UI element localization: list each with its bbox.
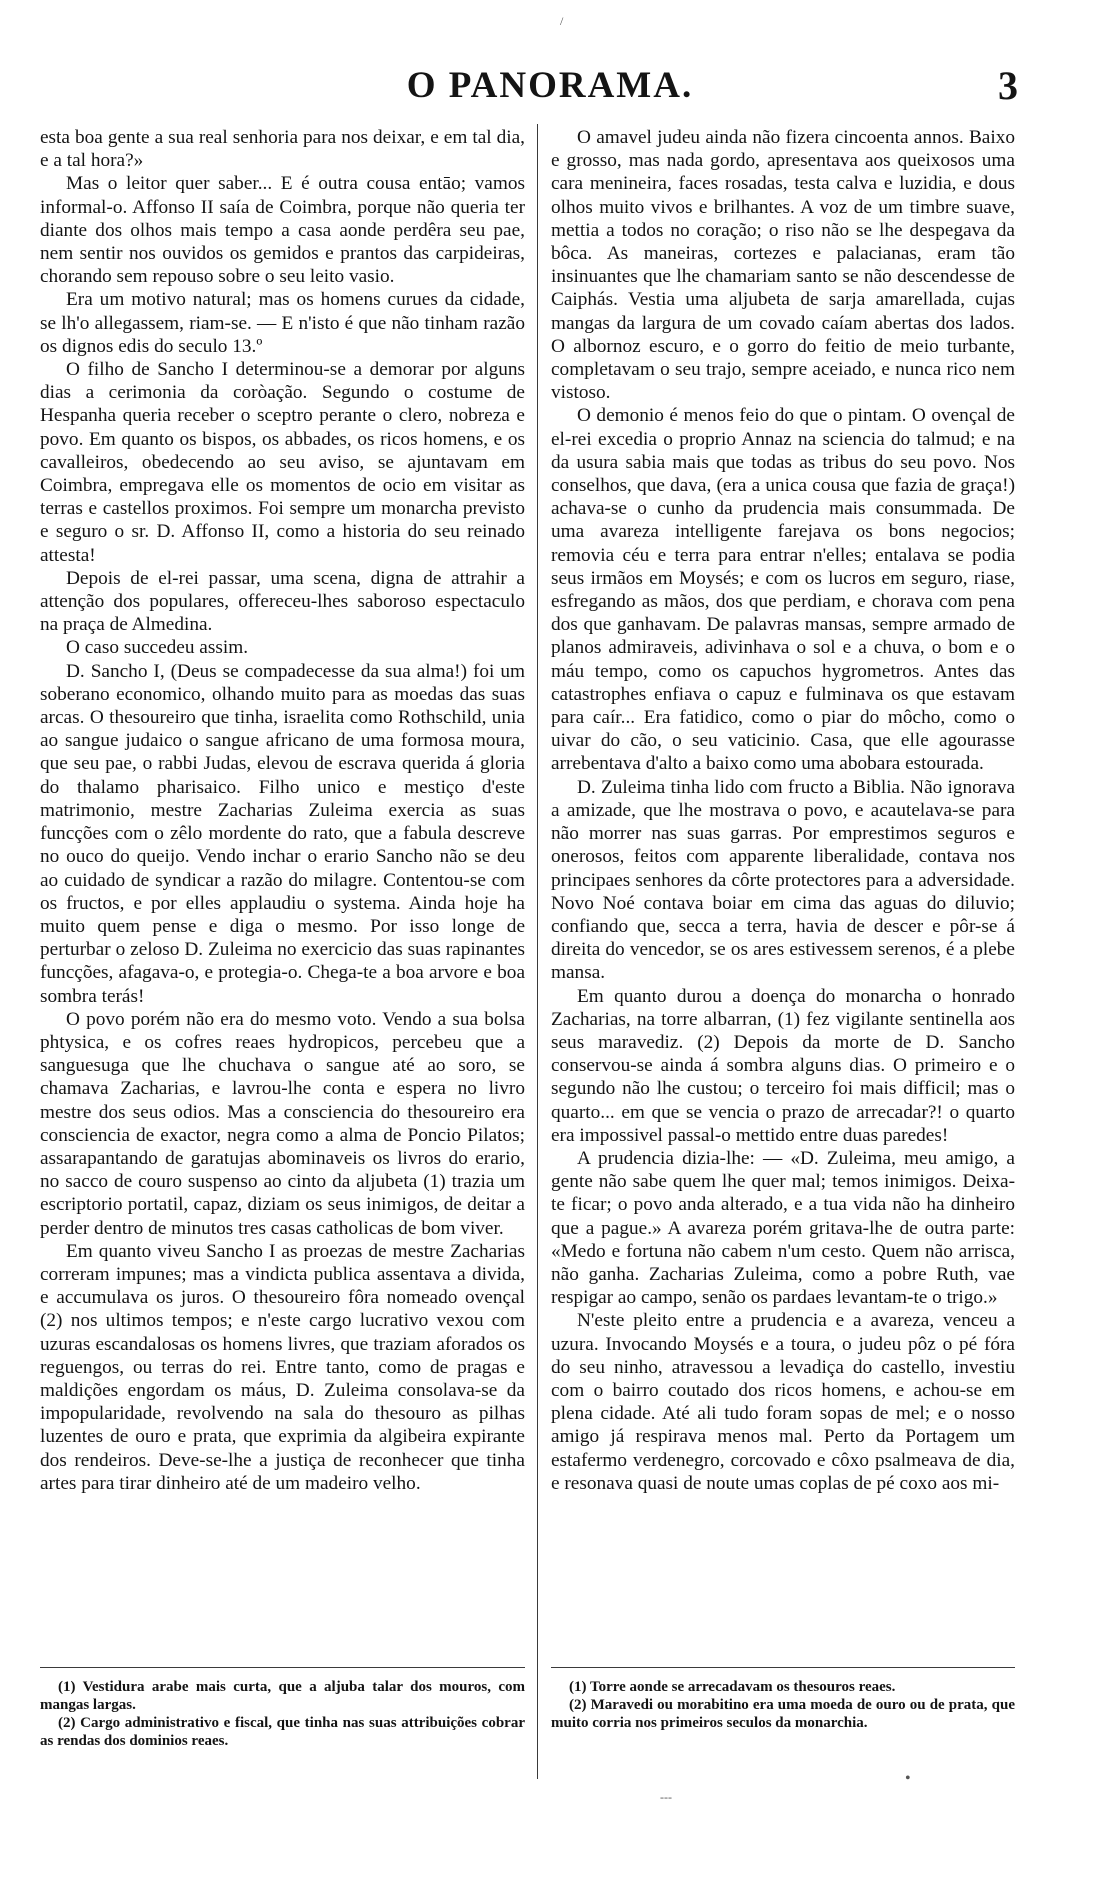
paragraph: A prudencia dizia-lhe: — «D. Zuleima, meu amigo, a gente não sabe quem lhe quer mal; temos inimigos. Deixa-te ficar; o povo anda alterado, e a tua vida não ha dinheiro que a pague.» A avareza porém gritava-lhe de outra parte: «Medo e fortuna não cabem n'um cesto. Quem não arrisca, não ganha. Zacharias Zuleima, como a pobre Ruth, vae respigar ao campo, senão os pardaes levantam-te o trigo.»	[551, 1147, 1015, 1309]
footnote-rule-right	[551, 1667, 1015, 1668]
footnote: (2) Cargo administrativo e fiscal, que tinha nas suas attribuições cobrar as rendas dos dominios reaes.	[40, 1715, 525, 1749]
page-number: 3	[998, 63, 1018, 108]
print-speck: •	[905, 1770, 911, 1787]
footnote: (1) Torre aonde se arrecadavam os thesouros reaes.	[569, 1679, 896, 1695]
paragraph: O caso succedeu assim.	[66, 637, 249, 659]
paragraph: D. Zuleima tinha lido com fructo a Biblia. Não ignorava a amizade, que lhe mostrava o povo, e acautelava-se para não morrer nas suas garras. Por emprestimos seguros e onerosos, feitos com apparente liberalidade, contava nos principaes senhores da côrte protectores para a adversidade. Novo Noé contava boiar em cima das aguas do diluvio; confiando que, secca a terra, havia de descer e pôr-se á direita do vencedor, se os ares estivessem serenos, é a plebe mansa.	[551, 776, 1015, 984]
paragraph: D. Sancho I, (Deus se compadecesse da sua alma!) foi um soberano economico, olhando muito para as moedas das suas arcas. O thesoureiro que tinha, israelita como Rothschild, unia ao sangue judaico o sangue africano de uma formosa moura, que seu pae, o rabbi Judas, elevou de escrava querida á gloria do thalamo pharisaico. Filho unico e mestiço d'este matrimonio, mestre Zacharias Zuleima exercia as suas funcções com o zêlo mordente do rato, que a fabula descreve no ouco do queijo. Vendo inchar o erario Sancho não se deu ao cuidado de syndicar a razão do milagre. Contentou-se com os fructos, e por elles applaudiu o systema. Ainda hoje ha muito quem pense e diga o mesmo. Por isso longe de perturbar o zeloso D. Zuleima no exercicio das suas rapinantes funcções, afagava-o, e protegia-o. Chega-te a boa arvore e boa sombra terás!	[40, 660, 525, 1007]
paragraph: O filho de Sancho I determinou-se a demorar por alguns dias a cerimonia da coròação. Segundo o costume de Hespanha queria receber o sceptro perante o clero, nobreza e povo. Em quanto os bispos, os abbades, os ricos homens, e os cavalleiros, obedecendo ao seu aviso, se ajuntavam em Coimbra, empregava elle os momentos de ocio em visitar as terras e castellos proximos. Foi sempre um monarcha previsto e seguro o sr. D. Affonso II, como a historia do seu reinado attesta!	[40, 359, 525, 566]
column-divider	[537, 124, 538, 1779]
print-speck: /	[560, 14, 564, 28]
paragraph: Em quanto durou a doença do monarcha o honrado Zacharias, na torre albarran, (1) fez vigilante sentinella aos seus maravediz. (2) Depois da morte de D. Sancho conservou-se ainda á sombra alguns dias. O primeiro e o segundo não lhe custou; o terceiro foi mais difficil; mas o quarto... em que se vencia o prazo de arrecadar?! o quarto era impossivel passal-o mettido entre duas paredes!	[551, 985, 1015, 1146]
paragraph: Em quanto viveu Sancho I as proezas de mestre Zacharias correram impunes; mas a vindicta publica assentava a divida, e accumulava os juros. O thesoureiro fôra nomeado ovençal (2) nos ultimos tempos; e n'este cargo lucrativo vexou com uzuras escandalosas os homens livres, que traziam aforados os reguengos, ou terras do rei. Entre tanto, como de pragas e maldições engordam os máus, D. Zuleima consolava-se da impopularidade, revolvendo na sala do thesouro as pilhas luzentes de ouro e prata, que exprimia da algibeira expirante dos rendeiros. Deve-se-lhe a justiça de reconhecer que tinha artes para tirar dinheiro até de um madeiro velho.	[40, 1240, 525, 1494]
paragraph: Depois de el-rei passar, uma scena, digna de attrahir a attenção dos populares, offereceu-lhes saboroso espectaculo na praça de Almedina.	[40, 567, 525, 636]
print-speck: ---	[660, 1790, 672, 1804]
paragraph: Era um motivo natural; mas os homens curues da cidade, se lh'o allegassem, riam-se. — E n'isto é que não tinham razão os dignos edis do seculo 13.º	[40, 289, 525, 357]
footnote: (2) Maravedi ou morabitino era uma moeda de ouro ou de prata, que muito corria nos primeiros seculos da monarchia.	[551, 1697, 1015, 1731]
paragraph: N'este pleito entre a prudencia e a avareza, venceu a uzura. Invocando Moysés e a toura, o judeu pôz o pé fóra do seu ninho, atravessou a levadiça do castello, investiu com o bairro coutado dos ricos homens, e achou-se em plena cidade. Até ali tudo foram sopas de mel; e o nosso amigo já respirava menos mal. Perto da Portagem um estafermo verdenegro, corcovado e côxo psalmeava de dia, e resonava quasi de noute umas coplas de pé coxo aos mi-	[551, 1310, 1015, 1494]
right-column	[551, 126, 1015, 1495]
left-column	[40, 126, 525, 1495]
paragraph: Mas o leitor quer saber... E é outra cousa entāo; vamos informal-o. Affonso II saía de Coimbra, porque não queria ter diante dos olhos mais tempo a casa aonde perdêra seu pae, nem sentir nos ouvidos os gemidos e prantos das carpideiras, chorando sem repouso sobre o seu leito vasio.	[40, 173, 525, 288]
running-title: O PANORAMA.	[406, 65, 694, 106]
footnote-rule-left	[40, 1667, 525, 1668]
paragraph: esta boa gente a sua real senhoria para nos deixar, e em tal dia, e a tal hora?»	[40, 127, 525, 172]
footnote: (1) Vestidura arabe mais curta, que a aljuba talar dos mouros, com mangas largas.	[40, 1679, 525, 1713]
footnotes-left	[40, 1678, 525, 1750]
paragraph: O amavel judeu ainda não fizera cincoenta annos. Baixo e grosso, mas nada gordo, apresentava aos queixosos uma cara menineira, faces rosadas, testa calva e luzidia, e dous olhos muito vivos e brilhantes. A voz de um timbre suave, mettia a todos no coração; o riso não se lhe despegava da bôca. As maneiras, cortezes e palacianas, eram tão insinuantes que lhe chamariam santo se não descendesse de Caiphás. Vestia uma aljubeta de sarja amarellada, cujas mangas da largura de um covado caíam abertas dos lados. O albornoz escuro, e o gorro do feitio de meio turbante, completavam o seu trajo, sempre aceiado, e nunca rico nem vistoso.	[551, 127, 1015, 404]
paragraph: O demonio é menos feio do que o pintam. O ovençal de el-rei excedia o proprio Annaz na sciencia do talmud; e na da usura sabia mais que todas as tribus do seu povo. Nos conselhos, que dava, (era a unica cousa que fazia de graça!) achava-se o cunho da prudencia mais consummada. De uma avareza intelligente farejava os bons negocios; removia céu e terra para entrar n'elles; entalava se podia seus irmãos em Moysés; e com os lucros em seguro, riase, esfregando as mãos, dos que perdiam, e chorava com pena dos que ganhavam. De palavras mansas, sempre armado de planos admiraveis, adivinhava o sol e a chuva, o bom e o máu tempo, como os capuchos hygrometros. Antes das catastrophes enfiava o capuz e fulminava os que estavam para caír... Era fatidico, como o piar do môcho, como o uivar do cão, o seu vaticinio. Casa, que elle agourasse arrebentava d'alto a baixo como uma abobara estourada.	[551, 405, 1015, 775]
paragraph: O povo porém não era do mesmo voto. Vendo a sua bolsa phtysica, e os cofres reaes hydropicos, percebeu que a sanguesuga que lhe chuchava o sangue até ao soro, se chamava Zacharias, e lavrou-lhe conta e espera no livro mestre dos seus odios. Mas a consciencia do thesoureiro era consciencia de exactor, negra como a alma de Poncio Pilatos; assarapantando de garatujas abominaveis os livros do erario, no sacco de couro suspenso ao cinto da aljubeta (1) trazia um escriptorio portatil, capaz, diziam os seus inimigos, de deitar a perder dentro de minutos tres casas catholicas de bom viver.	[40, 1008, 525, 1239]
footnotes-right	[551, 1678, 1015, 1732]
page-header	[0, 62, 1100, 112]
